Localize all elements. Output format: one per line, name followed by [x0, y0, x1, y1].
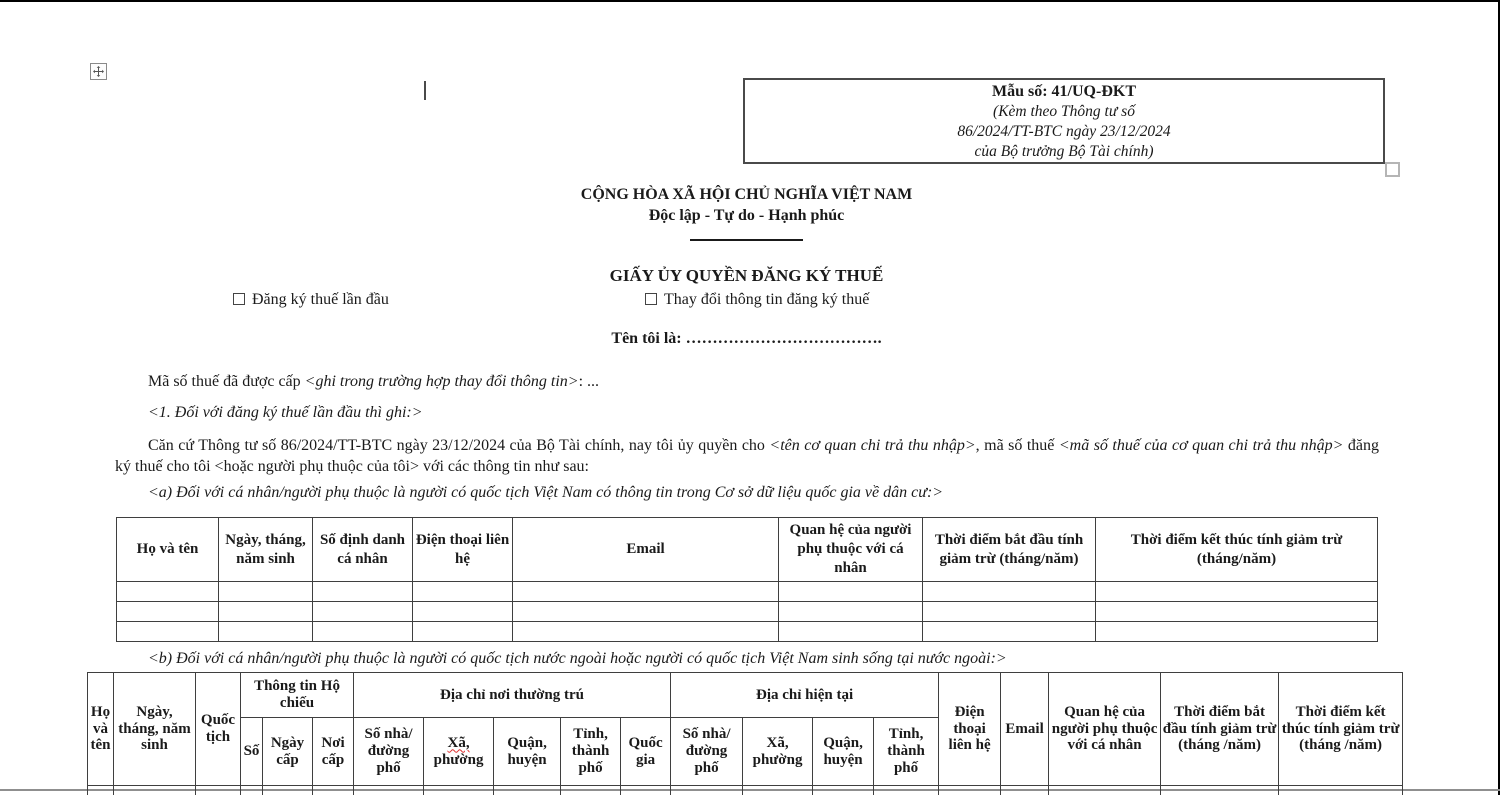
empty-cell[interactable] — [219, 602, 313, 622]
empty-cell[interactable] — [117, 622, 219, 642]
empty-cell[interactable] — [313, 602, 413, 622]
empty-cell[interactable] — [114, 786, 196, 795]
col-quan-he: Quan hệ của người phụ thuộc với cá nhân — [1049, 673, 1161, 786]
empty-cell[interactable] — [874, 786, 939, 795]
col-perm-tinh-tp: Tỉnh, thành phố — [561, 718, 621, 786]
table-row — [117, 582, 1378, 602]
col-ket-thuc-giam-tru: Thời điểm kết thúc tính giảm trừ (tháng /năm) — [1279, 673, 1403, 786]
empty-cell[interactable] — [313, 622, 413, 642]
checkbox-icon[interactable] — [645, 293, 657, 305]
header-divider — [690, 239, 803, 241]
checkbox-first-registration[interactable] — [233, 291, 389, 309]
col-quoc-tich: Quốc tịch — [196, 673, 241, 786]
empty-cell[interactable] — [923, 622, 1096, 642]
empty-cell[interactable] — [743, 786, 813, 795]
col-bat-dau-giam-tru: Thời điểm bắt đầu tính giảm trừ (tháng/năm) — [923, 518, 1096, 582]
checkbox-first-registration-label: Đăng ký thuế lần đầu — [252, 291, 389, 308]
col-passport-ngay-cap: Ngày cấp — [263, 718, 313, 786]
empty-cell[interactable] — [1279, 786, 1403, 795]
table-b-header-row-1 — [88, 673, 1403, 718]
empty-cell[interactable] — [196, 786, 241, 795]
col-ho-va-ten: Họ và tên — [117, 518, 219, 582]
col-ket-thuc-giam-tru: Thời điểm kết thúc tính giảm trừ (tháng/năm) — [1096, 518, 1378, 582]
empty-cell[interactable] — [1049, 786, 1161, 795]
col-perm-xa-phuong: Xã, phường — [424, 718, 494, 786]
auth-placeholder-taxcode: <mã số thuế của cơ quan chi trả thu nhập> — [1058, 437, 1344, 454]
form-number: Mẫu số: 41/UQ-ĐKT — [992, 83, 1136, 100]
empty-cell[interactable] — [88, 786, 114, 795]
empty-cell[interactable] — [779, 582, 923, 602]
table-row — [88, 786, 1403, 795]
col-passport-noi-cap: Nơi cấp — [313, 718, 354, 786]
empty-cell[interactable] — [1096, 602, 1378, 622]
col-email: Email — [513, 518, 779, 582]
empty-cell[interactable] — [513, 622, 779, 642]
col-dien-thoai: Điện thoại liên hệ — [939, 673, 1001, 786]
authorization-paragraph — [115, 436, 1379, 477]
empty-cell[interactable] — [413, 602, 513, 622]
col-ho-va-ten: Họ và tên — [88, 673, 114, 786]
misspelled-word: Xã, — [447, 734, 470, 751]
auth-text-1: Căn cứ Thông tư số 86/2024/TT-BTC ngày 23/12/2024 của Bộ Tài chính, nay tôi ủy quyền cho — [148, 437, 770, 454]
empty-cell[interactable] — [313, 582, 413, 602]
col-ngay-sinh: Ngày, tháng, năm sinh — [114, 673, 196, 786]
form-title: GIẤY ỦY QUYỀN ĐĂNG KÝ THUẾ — [609, 266, 884, 285]
empty-cell[interactable] — [1001, 786, 1049, 795]
auth-text-2: , mã số thuế — [975, 437, 1059, 454]
col-dien-thoai: Điện thoại liên hệ — [413, 518, 513, 582]
empty-cell[interactable] — [117, 602, 219, 622]
empty-cell[interactable] — [424, 786, 494, 795]
form-ref-line3: của Bộ trưởng Bộ Tài chính) — [974, 143, 1154, 160]
empty-cell[interactable] — [779, 602, 923, 622]
empty-cell[interactable] — [1161, 786, 1279, 795]
box-resize-handle[interactable] — [1385, 162, 1400, 177]
empty-cell[interactable] — [813, 786, 874, 795]
section-a-label: <a) Đối với cá nhân/người phụ thuộc là người có quốc tịch Việt Nam có thông tin trong Cơ sở dữ liệu quốc gia về dân cư:> — [148, 484, 944, 501]
col-bat-dau-giam-tru: Thời điểm bắt đầu tính giảm trừ (tháng /năm) — [1161, 673, 1279, 786]
auth-placeholder-agency: <tên cơ quan chi trả thu nhập> — [769, 437, 976, 454]
col-email: Email — [1001, 673, 1049, 786]
col-so-dinh-danh: Số định danh cá nhân — [313, 518, 413, 582]
table-foreign-national — [87, 672, 1403, 795]
empty-cell[interactable] — [513, 582, 779, 602]
checkbox-icon[interactable] — [233, 293, 245, 305]
group-passport-info: Thông tin Hộ chiếu — [241, 673, 354, 718]
empty-cell[interactable] — [117, 582, 219, 602]
col-quoc-gia: Quốc gia — [621, 718, 671, 786]
section-b-label: <b) Đối với cá nhân/người phụ thuộc là người có quốc tịch nước ngoài hoặc người có quốc tịch Việt Nam sinh sống tại nước ngoài:> — [148, 650, 1007, 667]
table-move-handle-icon[interactable] — [90, 63, 107, 80]
col-curr-xa-phuong: Xã, phường — [743, 718, 813, 786]
empty-cell[interactable] — [413, 622, 513, 642]
move-arrows-icon — [93, 66, 104, 77]
empty-cell[interactable] — [513, 602, 779, 622]
table-vietnamese-citizen — [116, 517, 1378, 642]
tax-code-placeholder: <ghi trong trường hợp thay đổi thông tin> — [304, 373, 579, 390]
auth-text-3: đăng ký thuế cho tôi <hoặc người phụ thuộc của tôi> với các thông tin như sau: — [115, 437, 1379, 475]
form-number-box — [743, 78, 1385, 164]
window-top-border — [0, 0, 1500, 2]
col-curr-quan-huyen: Quận, huyện — [813, 718, 874, 786]
empty-cell[interactable] — [1096, 582, 1378, 602]
col-ngay-sinh: Ngày, tháng, năm sinh — [219, 518, 313, 582]
empty-cell[interactable] — [939, 786, 1001, 795]
tax-code-tail: : ... — [578, 373, 600, 390]
checkbox-change-info-label: Thay đổi thông tin đăng ký thuế — [664, 291, 870, 308]
empty-cell[interactable] — [413, 582, 513, 602]
empty-cell[interactable] — [241, 786, 263, 795]
col-quan-he: Quan hệ của người phụ thuộc với cá nhân — [779, 518, 923, 582]
empty-cell[interactable] — [263, 786, 313, 795]
col-passport-so: Số — [241, 718, 263, 786]
empty-cell[interactable] — [494, 786, 561, 795]
group-current-address: Địa chỉ hiện tại — [671, 673, 939, 718]
col-curr-tinh-tp: Tỉnh, thành phố — [874, 718, 939, 786]
empty-cell[interactable] — [671, 786, 743, 795]
empty-cell[interactable] — [219, 622, 313, 642]
table-a-header-row — [117, 518, 1378, 582]
national-header-motto: Độc lập - Tự do - Hạnh phúc — [648, 207, 845, 224]
empty-cell[interactable] — [779, 622, 923, 642]
col-perm-so-nha: Số nhà/ đường phố — [354, 718, 424, 786]
form-ref-line1: (Kèm theo Thông tư số — [993, 103, 1135, 120]
empty-cell[interactable] — [313, 786, 354, 795]
tax-code-paragraph — [115, 372, 1379, 393]
form-ref-line2: 86/2024/TT-BTC ngày 23/12/2024 — [957, 123, 1171, 140]
empty-cell[interactable] — [923, 582, 1096, 602]
table-row — [117, 622, 1378, 642]
empty-cell[interactable] — [621, 786, 671, 795]
tax-code-text: Mã số thuế đã được cấp — [148, 373, 305, 390]
table-row — [117, 602, 1378, 622]
empty-cell[interactable] — [219, 582, 313, 602]
note-first-time: <1. Đối với đăng ký thuế lần đầu thì ghi:> — [148, 404, 423, 421]
group-permanent-address: Địa chỉ nơi thường trú — [354, 673, 671, 718]
checkbox-change-info[interactable] — [645, 291, 869, 309]
empty-cell[interactable] — [561, 786, 621, 795]
empty-cell[interactable] — [923, 602, 1096, 622]
name-line: Tên tôi là: ………………………………. — [611, 330, 882, 347]
col-perm-quan-huyen: Quận, huyện — [494, 718, 561, 786]
text-cursor — [424, 81, 426, 100]
empty-cell[interactable] — [1096, 622, 1378, 642]
col-curr-so-nha: Số nhà/ đường phố — [671, 718, 743, 786]
empty-cell[interactable] — [354, 786, 424, 795]
national-header-country: CỘNG HÒA XÃ HỘI CHỦ NGHĨA VIỆT NAM — [580, 186, 913, 203]
